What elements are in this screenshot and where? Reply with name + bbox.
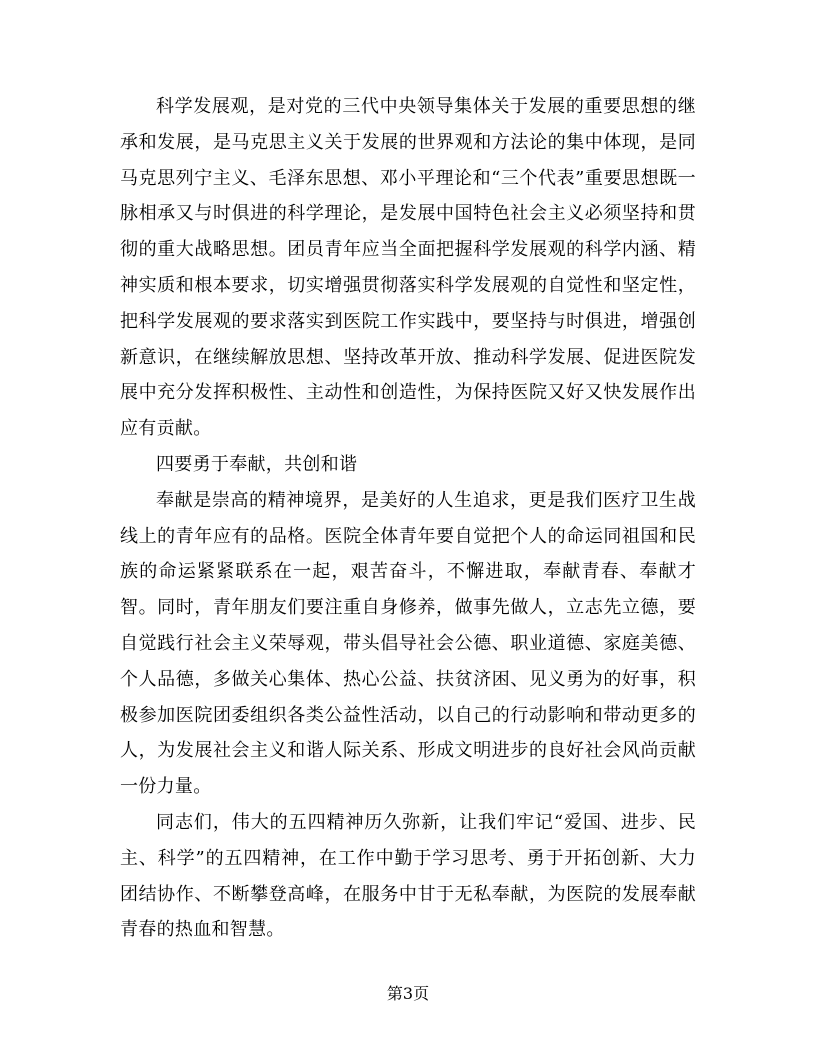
paragraph-scientific-development: 科学发展观，是对党的三代中央领导集体关于发展的重要思想的继承和发展，是马克思主义关于发展的世界观和方法论的集中体现，是同马克思列宁主义、毛泽东思想、邓小平理论和“三个代表”重要思想既一脉相承又与时俱进的科学理论，是发展中国特色社会主义必须坚持和贯彻的重大战略思想。团员青年应当全面把握科学发展观的科学内涵、精神实质和根本要求，切实增强贯彻落实科学发展观的自觉性和坚定性，把科学发展观的要求落实到医院工作实践中，要坚持与时俱进，增强创新意识，在继续解放思想、坚持改革开放、推动科学发展、促进医院发展中充分发挥积极性、主动性和创造性，为保持医院又好又快发展作出应有贡献。	[120, 96, 696, 440]
document-body	[120, 89, 696, 948]
section-heading-dedication: 四要勇于奉献，共创和谐	[156, 453, 358, 475]
paragraph-dedication: 奉献是崇高的精神境界，是美好的人生追求，更是我们医疗卫生战线上的青年应有的品格。医院全体青年要自觉把个人的命运同祖国和民族的命运紧紧联系在一起，艰苦奋斗，不懈进取，奉献青春、奉献才智。同时，青年朋友们要注重自身修养，做事先做人，立志先立德，要自觉践行社会主义荣辱观，带头倡导社会公德、职业道德、家庭美德、个人品德，多做关心集体、热心公益、扶贫济困、见义勇为的好事，积极参加医院团委组织各类公益性活动，以自己的行动影响和带动更多的人，为发展社会主义和谐人际关系、形成文明进步的良好社会风尚贡献一份力量。	[120, 489, 696, 798]
page-number: 第3页	[386, 984, 430, 1003]
paragraph-closing: 同志们，伟大的五四精神历久弥新，让我们牢记“爱国、进步、民主、科学”的五四精神，在工作中勤于学习思考、勇于开拓创新、大力团结协作、不断攀登高峰，在服务中甘于无私奉献，为医院的发展奉献青春的热血和智慧。	[120, 811, 696, 941]
